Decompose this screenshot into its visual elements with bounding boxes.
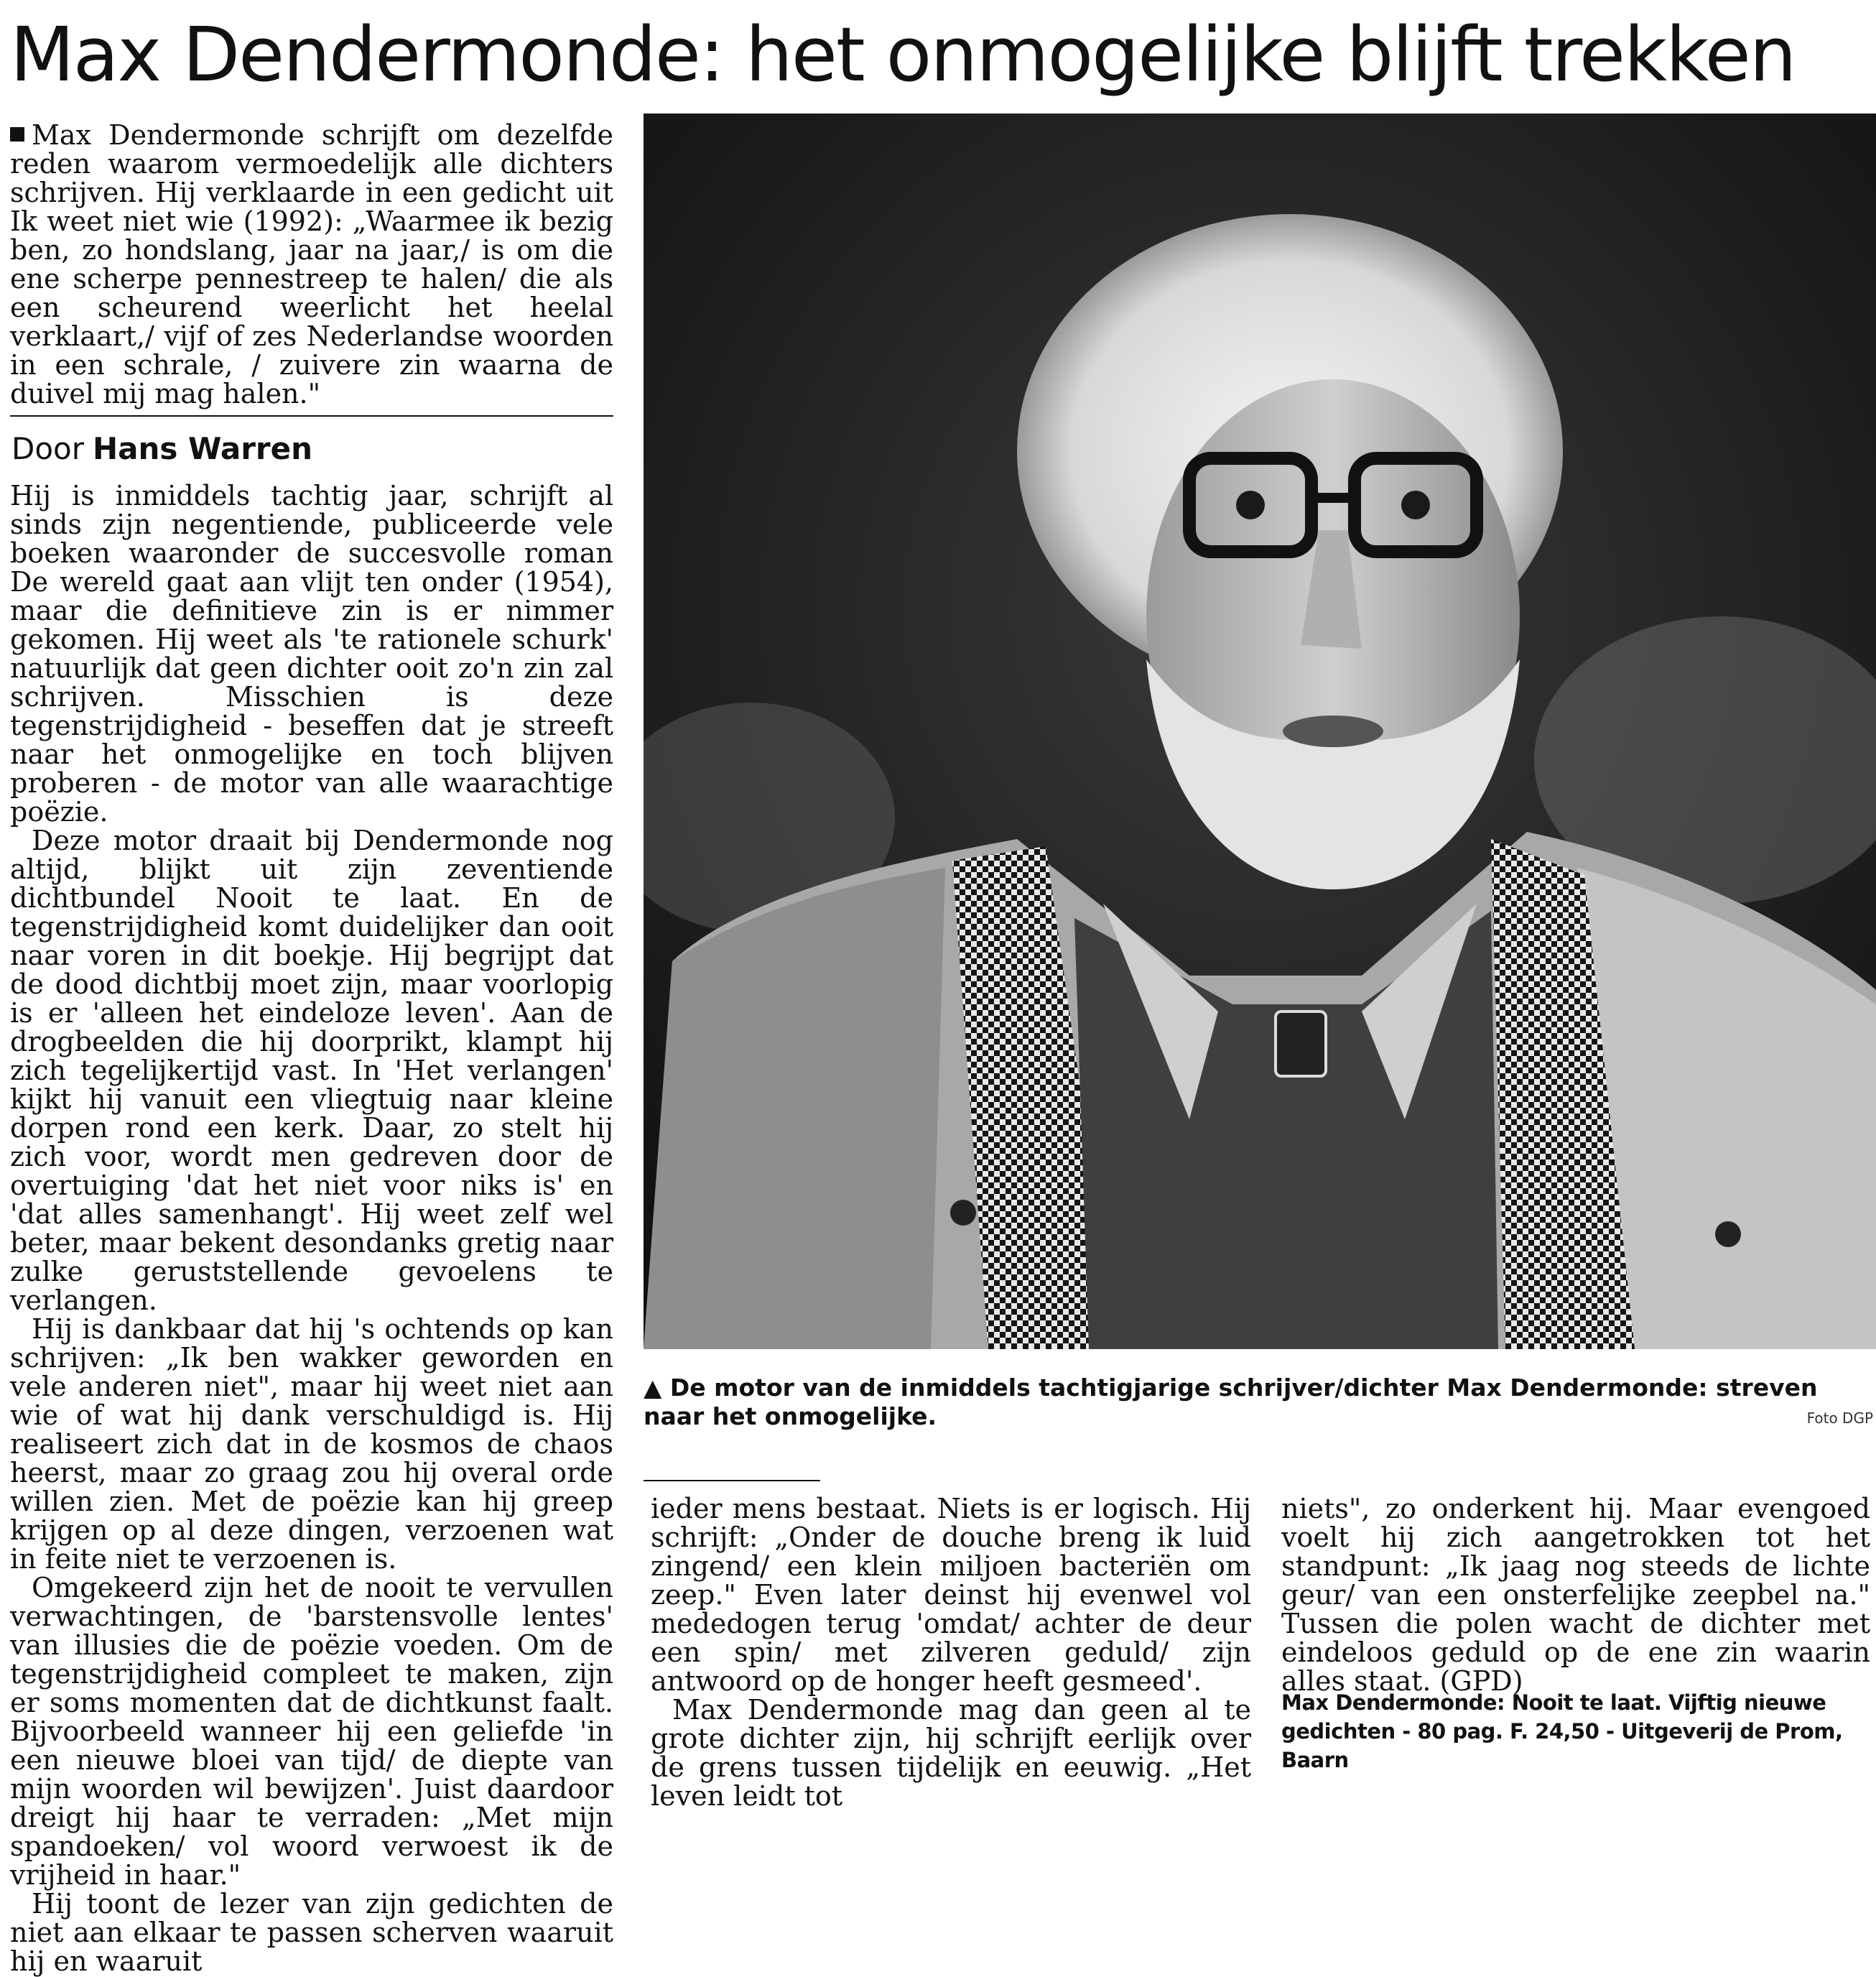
body-paragraph: Hij is dankbaar dat hij 's ochtends op kan schrijven: „Ik ben wakker geworden en vele anderen niet", maar hij weet niet aan wie of wat hij dank verschuldigd is. Hij realiseert zich dat in de kosmos de chaos heerst, maar zo graag zou hij overal orde willen zien. Met de poëzie kan hij greep krijgen op al deze dingen, verzoenen wat in feite niet te verzoenen is.: [10, 1313, 613, 1575]
column-1: [10, 481, 613, 1976]
lead-paragraph: [10, 121, 613, 408]
byline-author: Hans Warren: [93, 431, 313, 466]
body-paragraph: Hij toont de lezer van zijn gedichten de niet aan elkaar te passen scherven waaruit hij en waaruit: [10, 1888, 613, 1977]
body-paragraph: Deze motor draait bij Dendermonde nog altijd, blijkt uit zijn zeventiende dichtbundel Nooit te laat. En de tegenstrijdigheid komt duidelijker dan ooit naar voren in dit boekje. Hij begrijpt dat de dood dichtbij moet zijn, maar voorlopig is er 'alleen het eindeloze leven'. Aan de drogbeelden die hij doorprikt, klampt hij zich tegelijkertijd vast. In 'Het verlangen' kijkt hij vanuit een vliegtuig naar kleine dorpen rond een kerk. Daar, zo stelt hij zich voor, wordt men gedreven door de overtuiging 'dat het niet voor niks is' en 'dat alles samenhangt'. Hij weet zelf wel beter, maar bekent desondanks gretig naar zulke geruststellende gevoelens te verlangen.: [10, 825, 613, 1316]
book-info: Max Dendermonde: Nooit te laat. Vijftig nieuwe gedichten - 80 pag. F. 24,50 - Uitgeverij de Prom, Baarn: [1281, 1690, 1843, 1772]
photo-credit: Foto DGP: [1806, 1409, 1873, 1427]
body-paragraph: ieder mens bestaat. Niets is er logisch. Hij schrijft: „Onder de douche breng ik luid zingend/ een klein miljoen bacteriën om zeep." Even later deinst hij evenwel vol mededogen terug 'omdat/ achter de deur een spin/ met zilveren geduld/ zijn antwoord op de honger heeft gesmeed'.: [651, 1493, 1251, 1697]
body-paragraph: Hij is inmiddels tachtig jaar, schrijft al sinds zijn negentiende, publiceerde vele boeken waaronder de succesvolle roman De wereld gaat aan vlijt ten onder (1954), maar die definitieve zin is er nimmer gekomen. Hij weet als 'te rationele schurk' natuurlijk dat geen dichter ooit zo'n zin zal schrijven. Misschien is deze tegenstrijdigheid - beseffen dat je streeft naar het onmogelijke en toch blijven proberen - de motor van alle waarachtige poëzie.: [10, 480, 613, 828]
portrait-photo: [644, 114, 1876, 1349]
body-paragraph: Omgekeerd zijn het de nooit te vervullen verwachtingen, de 'barstensvolle lentes' van illusies die de poëzie voeden. Om de tegenstrijdigheid compleet te maken, zijn er soms momenten dat de dichtkunst faalt. Bijvoorbeeld wanneer hij een geliefde 'in een nieuwe bloei van tijd/ de diepte van mijn woorden wil bewijzen'. Juist daardoor dreigt hij haar te verraden: „Met mijn spandoeken/ vol woord verwoest ik de vrijheid in haar.": [10, 1572, 613, 1891]
headline: Max Dendermonde: het onmogelijke blijft trekken: [10, 11, 1796, 98]
divider: [10, 415, 613, 417]
column-3: [1281, 1494, 1870, 1695]
byline: [11, 431, 615, 467]
byline-prefix: Door: [11, 431, 85, 466]
body-paragraph: Max Dendermonde mag dan geen al te grote dichter zijn, hij schrijft eerlijk over de grens tussen tijdelijk en eeuwig. „Het leven leidt tot: [651, 1694, 1251, 1812]
caption-divider: [644, 1480, 820, 1481]
column-2: [651, 1494, 1251, 1810]
photo-caption: ▲ De motor van de inmiddels tachtigjarige schrijver/dichter Max Dendermonde: streven naar het onmogelijke.: [644, 1374, 1818, 1430]
bullet-square-icon: [10, 127, 24, 142]
lead-text: Max Dendermonde schrijft om dezelfde reden waarom vermoedelijk alle dichters schrijven. Hij verklaarde in een gedicht uit Ik weet niet wie (1992): „Waarmee ik bezig ben, zo hondslang, jaar na jaar,/ is om die ene scherpe pennestreep te halen/ die als een scheurend weerlicht het heelal verklaart,/ vijf of zes Nederlandse woorden in een schrale, / zuivere zin waarna de duivel mij mag halen.": [10, 119, 613, 409]
body-paragraph: niets", zo onderkent hij. Maar evengoed voelt hij zich aangetrokken tot het standpunt: „Ik jaag nog steeds de lichte geur/ van een onsterfelijke zeepbel na." Tussen die polen wacht de dichter met eindeloos geduld op de ene zin waarin alles staat. (GPD): [1281, 1493, 1870, 1697]
